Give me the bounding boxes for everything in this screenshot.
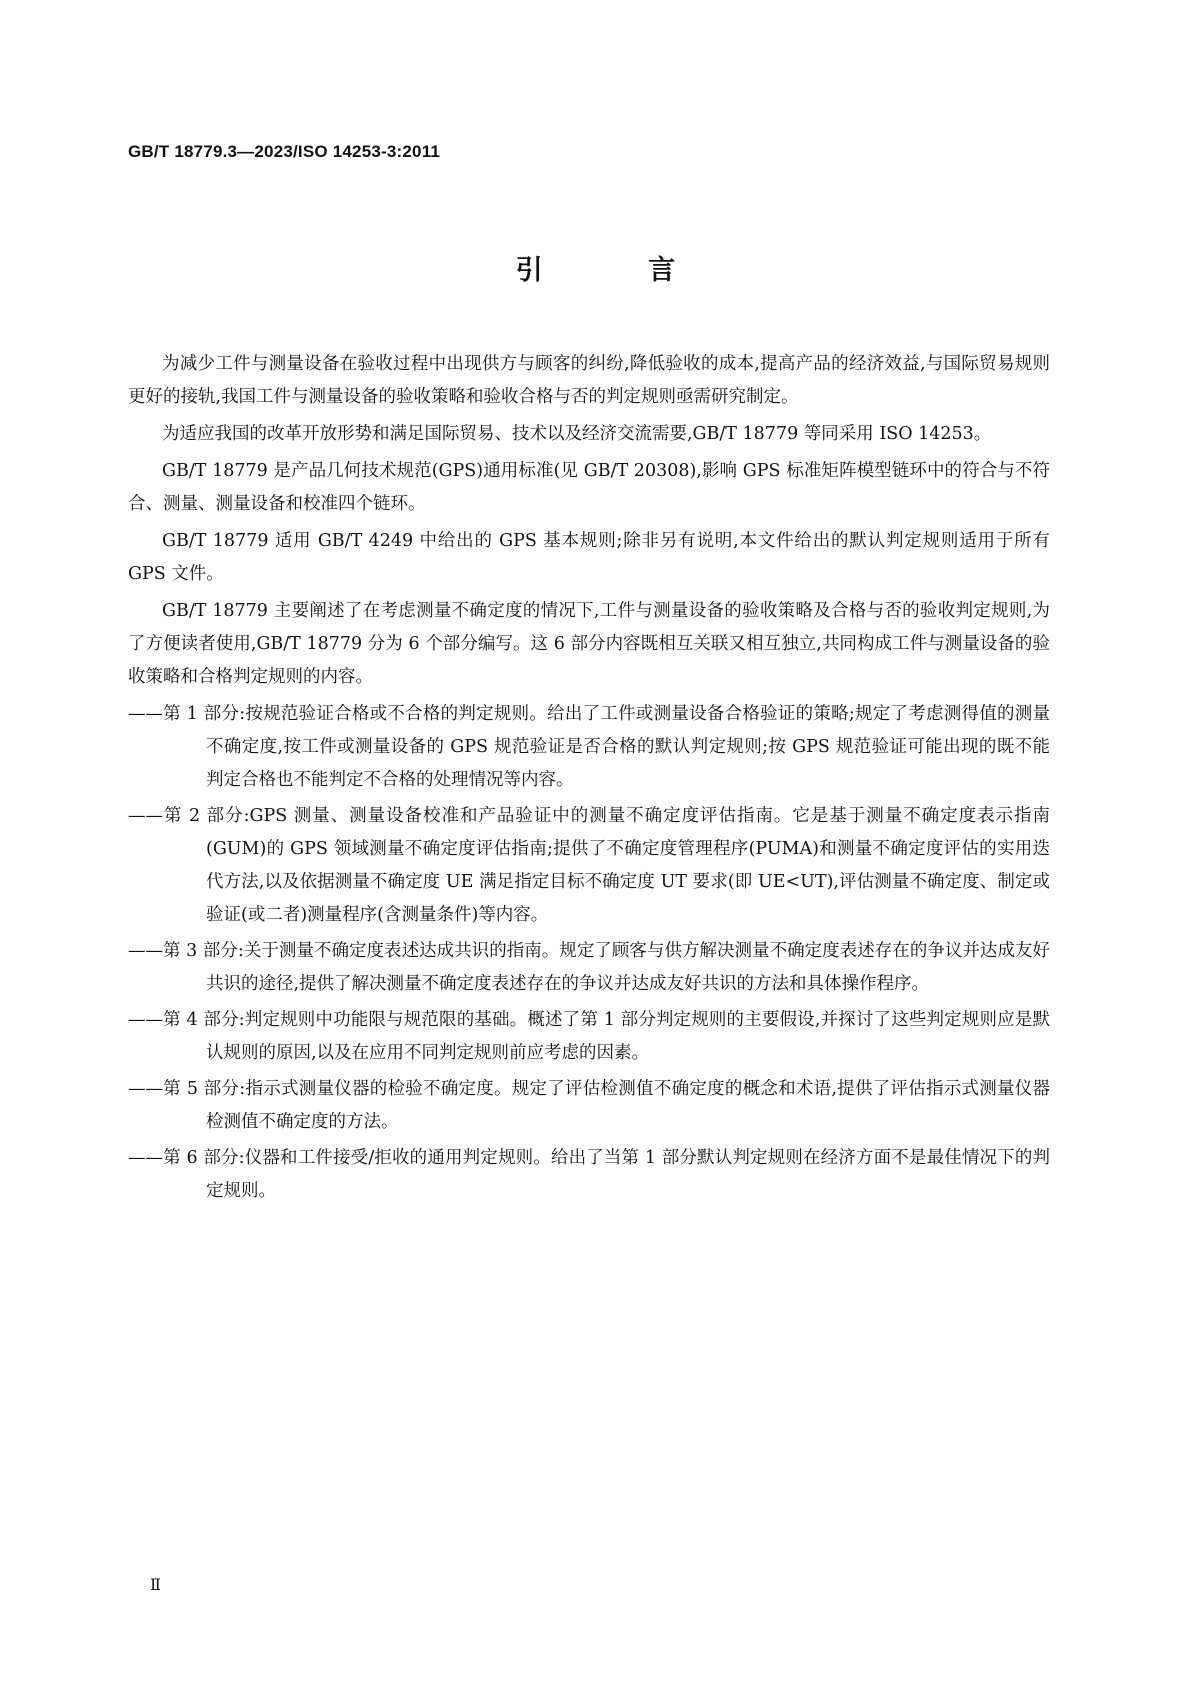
- part-4-item: ——第 4 部分:判定规则中功能限与规范限的基础。概述了第 1 部分判定规则的主要假设,并探讨了这些判定规则应是默认规则的原因,以及在应用不同判定规则前应考虑的因素。: [128, 1010, 1050, 1063]
- part-3-item: ——第 3 部分:关于测量不确定度表述达成共识的指南。规定了顾客与供方解决测量不确定度表述存在的争议并达成友好共识的途径,提供了解决测量不确定度表述存在的争议并达成友好共识的方法和具体操作程序。: [128, 941, 1050, 994]
- intro-paragraph-1: 为减少工件与测量设备在验收过程中出现供方与顾客的纠纷,降低验收的成本,提高产品的经济效益,与国际贸易规则更好的接轨,我国工件与测量设备的验收策略和验收合格与否的判定规则亟需研究制定。: [128, 354, 1050, 407]
- intro-paragraph-3: GB/T 18779 是产品几何技术规范(GPS)通用标准(见 GB/T 20308),影响 GPS 标准矩阵模型链环中的符合与不符合、测量、测量设备和校准四个链环。: [128, 461, 1050, 514]
- introduction-body: [128, 348, 1050, 1211]
- part-2-item: ——第 2 部分:GPS 测量、测量设备校准和产品验证中的测量不确定度评估指南。它是基于测量不确定度表示指南(GUM)的 GPS 领域测量不确定度评估指南;提供了不确定度管理程序(PUMA)和测量不确定度评估的实用迭代方法,以及依据测量不确定度 UE 满足指定目标不确定度 UT 要求(即 UE<UT),评估测量不确定度、制定或验证(或二者)测量程序(含测量条件)等内容。: [128, 806, 1050, 925]
- intro-paragraph-4: GB/T 18779 适用 GB/T 4249 中给出的 GPS 基本规则;除非另有说明,本文件给出的默认判定规则适用于所有 GPS 文件。: [128, 531, 1050, 584]
- page-number: Ⅱ: [150, 1575, 161, 1594]
- part-5-item: ——第 5 部分:指示式测量仪器的检验不确定度。规定了评估检测值不确定度的概念和术语,提供了评估指示式测量仪器检测值不确定度的方法。: [128, 1079, 1050, 1132]
- intro-paragraph-5: GB/T 18779 主要阐述了在考虑测量不确定度的情况下,工件与测量设备的验收策略及合格与否的验收判定规则,为了方便读者使用,GB/T 18779 分为 6 个部分编写。这 6 部分内容既相互关联又相互独立,共同构成工件与测量设备的验收策略和合格判定规则的内容。: [128, 601, 1050, 687]
- intro-paragraph-2: 为适应我国的改革开放形势和满足国际贸易、技术以及经济交流需要,GB/T 18779 等同采用 ISO 14253。: [162, 424, 992, 444]
- part-1-item: ——第 1 部分:按规范验证合格或不合格的判定规则。给出了工件或测量设备合格验证的策略;规定了考虑测得值的测量不确定度,按工件或测量设备的 GPS 规范验证是否合格的默认判定规则;按 GPS 规范验证可能出现的既不能判定合格也不能判定不合格的处理情况等内容。: [128, 704, 1050, 790]
- part-6-item: ——第 6 部分:仪器和工件接受/拒收的通用判定规则。给出了当第 1 部分默认判定规则在经济方面不是最佳情况下的判定规则。: [128, 1148, 1050, 1201]
- page-title: 引 言: [515, 255, 724, 286]
- document-code-header: GB/T 18779.3—2023/ISO 14253-3:2011: [128, 142, 441, 161]
